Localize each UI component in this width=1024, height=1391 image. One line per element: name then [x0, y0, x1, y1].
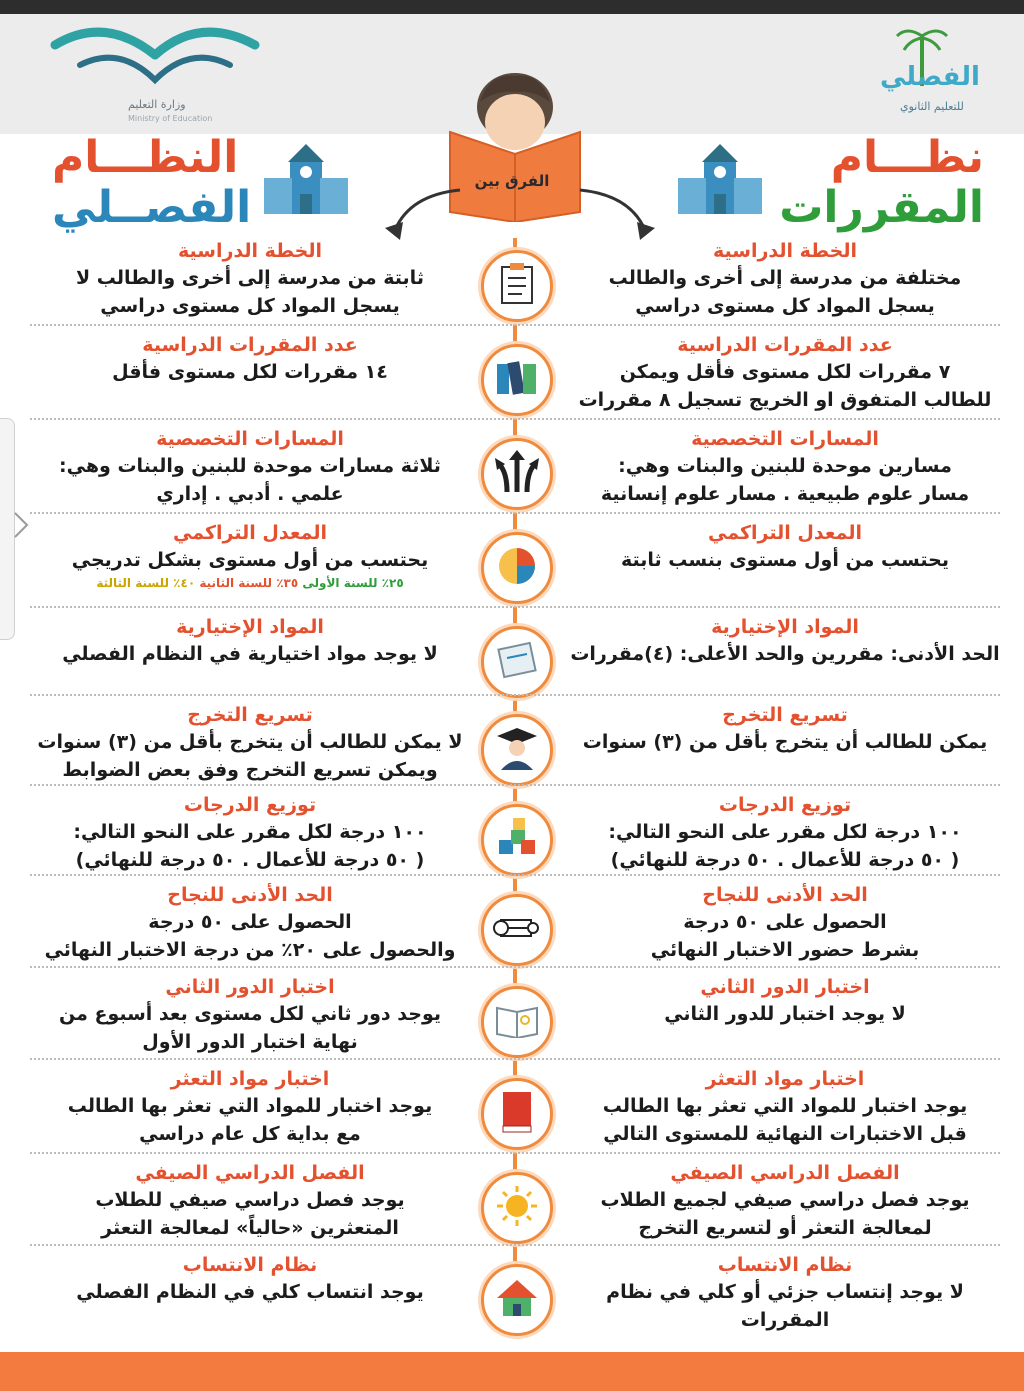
- cell-text-line: للطالب المتفوق او الخريج تسجيل ٨ مقررات: [578, 389, 992, 411]
- cell-text-line: قبل الاختبارات النهائية للمستوى التالي: [603, 1123, 967, 1145]
- cell-text-line: مختلفة من مدرسة إلى أخرى والطالب: [608, 267, 962, 289]
- cell-text-line: يوجد دور ثاني لكل مستوى بعد أسبوع من: [58, 1003, 441, 1025]
- courses-system-cell: [560, 792, 1010, 874]
- row-divider: [30, 694, 1000, 696]
- footer-bar: [0, 1352, 1024, 1391]
- semester-system-cell: [30, 426, 470, 508]
- chevron-right-icon[interactable]: [12, 510, 30, 540]
- open-book-icon: [495, 1002, 539, 1042]
- semester-system-cell: [30, 238, 470, 320]
- row-divider: [30, 874, 1000, 876]
- pie-chart-icon: [495, 544, 539, 592]
- cell-heading: اختبار مواد التعثر: [170, 1068, 330, 1090]
- semester-system-cell: [30, 332, 470, 386]
- diploma-icon: [493, 910, 541, 950]
- row-icon-circle: [481, 626, 553, 698]
- cell-text-line: علمي . أدبي . إداري: [156, 483, 344, 505]
- title-courses-line2: المقررات: [779, 182, 984, 233]
- cell-text-line: ١٠٠ درجة لكل مقرر على النحو التالي:: [608, 821, 962, 843]
- semester-system-cell: [30, 1252, 470, 1306]
- semester-system-cell: [30, 702, 470, 784]
- cell-heading: المعدل التراكمي: [708, 522, 862, 544]
- courses-system-cell: [560, 1066, 1010, 1148]
- weight-note-item: ٢٥٪ للسنة الأولى: [302, 576, 404, 590]
- title-courses-line1: نظـــام: [830, 132, 984, 183]
- courses-system-cell: [560, 520, 1010, 574]
- row-icon-circle: [481, 894, 553, 966]
- cell-text-line: لا يوجد إنتساب جزئي أو كلي في نظام: [606, 1281, 964, 1303]
- cell-heading: نظام الانتساب: [717, 1254, 853, 1276]
- row-divider: [30, 1058, 1000, 1060]
- row-icon-circle: [481, 1172, 553, 1244]
- cell-text-line: الحصول على ٥٠ درجة: [148, 911, 352, 933]
- cell-heading: عدد المقررات الدراسية: [677, 334, 893, 356]
- cell-text-line: ( ٥٠ درجة للأعمال . ٥٠ درجة للنهائي): [610, 849, 960, 871]
- cell-heading: تسريع التخرج: [187, 704, 313, 726]
- system-logo-text: الفصلي: [880, 62, 980, 92]
- cell-text-line: نهاية اختبار الدور الأول: [142, 1031, 358, 1053]
- cell-heading: اختبار الدور الثاني: [165, 976, 335, 998]
- books-icon: [495, 358, 539, 402]
- semester-system-cell: [30, 792, 470, 874]
- cell-heading: نظام الانتساب: [182, 1254, 318, 1276]
- cell-text-line: لا يمكن للطالب أن يتخرج بأقل من (٣) سنوات: [37, 731, 463, 753]
- row-divider: [30, 418, 1000, 420]
- semester-system-cell: [30, 1066, 470, 1148]
- cell-heading: الخطة الدراسية: [712, 240, 858, 262]
- row-divider: [30, 1152, 1000, 1154]
- row-icon-circle: [481, 438, 553, 510]
- cell-heading: الحد الأدنى للنجاح: [702, 884, 868, 906]
- cell-text-line: ثابتة من مدرسة إلى أخرى والطالب لا: [76, 267, 424, 289]
- cell-heading: المواد الإختيارية: [176, 616, 324, 638]
- courses-system-cell: [560, 426, 1010, 508]
- cell-heading: المعدل التراكمي: [173, 522, 327, 544]
- school-building-icon: [262, 142, 350, 216]
- row-icon-circle: [481, 1078, 553, 1150]
- cell-heading: الفصل الدراسي الصيفي: [135, 1162, 365, 1184]
- row-divider: [30, 512, 1000, 514]
- row-icon-circle: [481, 714, 553, 786]
- weight-note-item: ٤٠٪ للسنة الثالثة: [96, 576, 196, 590]
- courses-system-cell: [560, 1252, 1010, 1334]
- courses-system-cell: [560, 238, 1010, 320]
- blocks-icon: [495, 816, 539, 864]
- cell-heading: المسارات التخصصية: [691, 428, 879, 450]
- courses-system-cell: [560, 332, 1010, 414]
- cell-text-line: مسارين موحدة للبنين والبنات وهي:: [618, 455, 952, 477]
- cell-text-line: مع بداية كل عام دراسي: [139, 1123, 361, 1145]
- paper-icon: [495, 640, 539, 684]
- graduate-icon: [495, 726, 539, 774]
- cell-text-line: يحتسب من أول مستوى بشكل تدريجي: [71, 549, 429, 571]
- cell-text-line: ١٠٠ درجة لكل مقرر على النحو التالي:: [73, 821, 427, 843]
- cell-text-line: يوجد انتساب كلي في النظام الفصلي: [76, 1281, 424, 1303]
- cell-text-line: المقررات: [740, 1309, 830, 1331]
- cell-heading: المواد الإختيارية: [711, 616, 859, 638]
- cell-text-line: لمعالجة التعثر أو لتسريع التخرج: [638, 1217, 932, 1239]
- cumulative-weights-note: [30, 574, 470, 592]
- paths-icon: [495, 450, 539, 498]
- row-divider: [30, 1244, 1000, 1246]
- cell-text-line: يوجد فصل دراسي صيفي للطلاب: [95, 1189, 405, 1211]
- cell-text-line: بشرط حضور الاختبار النهائي: [650, 939, 920, 961]
- weight-note-item: ٣٥٪ للسنة الثانية: [199, 576, 299, 590]
- cell-text-line: ٧ مقررات لكل مستوى فأقل ويمكن: [619, 361, 951, 383]
- row-icon-circle: [481, 250, 553, 322]
- book-label: الفرق بين: [474, 172, 550, 190]
- cell-text-line: الحصول على ٥٠ درجة: [683, 911, 887, 933]
- cell-heading: عدد المقررات الدراسية: [142, 334, 358, 356]
- cell-text-line: لا يوجد مواد اختيارية في النظام الفصلي: [62, 643, 438, 665]
- title-semester-line2: الفصــلي: [52, 182, 252, 233]
- row-divider: [30, 784, 1000, 786]
- cell-text-line: لا يوجد اختبار للدور الثاني: [664, 1003, 906, 1025]
- system-logo-subtitle: للتعليم الثانوي: [900, 100, 964, 113]
- cell-text-line: يسجل المواد كل مستوى دراسي: [100, 295, 400, 317]
- cell-text-line: ١٤ مقررات لكل مستوى فأقل: [112, 361, 388, 383]
- row-divider: [30, 966, 1000, 968]
- ministry-name-ar: وزارة التعليم: [128, 98, 186, 111]
- cell-text-line: يوجد اختبار للمواد التي تعثر بها الطالب: [67, 1095, 433, 1117]
- row-icon-circle: [481, 344, 553, 416]
- cell-text-line: يوجد اختبار للمواد التي تعثر بها الطالب: [602, 1095, 968, 1117]
- courses-system-cell: [560, 974, 1010, 1028]
- semester-system-cell: [30, 520, 470, 592]
- cell-heading: تسريع التخرج: [722, 704, 848, 726]
- semester-system-cell: [30, 882, 470, 964]
- school-building-icon: [676, 142, 764, 216]
- row-divider: [30, 606, 1000, 608]
- semester-system-cell: [30, 1160, 470, 1242]
- cell-text-line: الحد الأدنى: مقررين والحد الأعلى: (٤)مقررات: [570, 643, 1000, 665]
- cell-text-line: المتعثرين «حالياً» لمعالجة التعثر: [101, 1217, 399, 1239]
- courses-system-cell: [560, 1160, 1010, 1242]
- cell-heading: المسارات التخصصية: [156, 428, 344, 450]
- cell-text-line: ويمكن تسريع التخرج وفق بعض الضوابط: [62, 759, 438, 781]
- courses-system-cell: [560, 882, 1010, 964]
- cell-text-line: يسجل المواد كل مستوى دراسي: [635, 295, 935, 317]
- semester-system-cell: [30, 974, 470, 1056]
- cell-heading: توزيع الدرجات: [718, 794, 852, 816]
- courses-system-cell: [560, 702, 1010, 756]
- courses-system-cell: [560, 614, 1010, 668]
- red-book-icon: [499, 1090, 535, 1138]
- cell-heading: اختبار الدور الثاني: [700, 976, 870, 998]
- cell-heading: توزيع الدرجات: [183, 794, 317, 816]
- cell-heading: الفصل الدراسي الصيفي: [670, 1162, 900, 1184]
- ministry-name-en: Ministry of Education: [128, 114, 213, 123]
- clipboard-icon: [497, 262, 537, 310]
- cell-text-line: يوجد فصل دراسي صيفي لجميع الطلاب: [600, 1189, 970, 1211]
- cell-text-line: ثلاثة مسارات موحدة للبنين والبنات وهي:: [59, 455, 441, 477]
- sun-icon: [495, 1184, 539, 1232]
- semester-system-cell: [30, 614, 470, 668]
- row-divider: [30, 324, 1000, 326]
- cell-text-line: مسار علوم طبيعية . مسار علوم إنسانية: [600, 483, 970, 505]
- row-icon-circle: [481, 804, 553, 876]
- cell-text-line: ( ٥٠ درجة للأعمال . ٥٠ درجة للنهائي): [75, 849, 425, 871]
- cell-heading: اختبار مواد التعثر: [705, 1068, 865, 1090]
- row-icon-circle: [481, 986, 553, 1058]
- cell-text-line: يمكن للطالب أن يتخرج بأقل من (٣) سنوات: [582, 731, 988, 753]
- title-semester-line1: النظـــام: [52, 132, 239, 183]
- top-bar: [0, 0, 1024, 14]
- cell-heading: الحد الأدنى للنجاح: [167, 884, 333, 906]
- row-icon-circle: [481, 532, 553, 604]
- row-icon-circle: [481, 1264, 553, 1336]
- cell-text-line: والحصول على ٢٠٪ من درجة الاختبار النهائي: [44, 939, 456, 961]
- cell-text-line: يحتسب من أول مستوى بنسب ثابتة: [621, 549, 949, 571]
- cell-heading: الخطة الدراسية: [177, 240, 323, 262]
- house-icon: [495, 1276, 539, 1324]
